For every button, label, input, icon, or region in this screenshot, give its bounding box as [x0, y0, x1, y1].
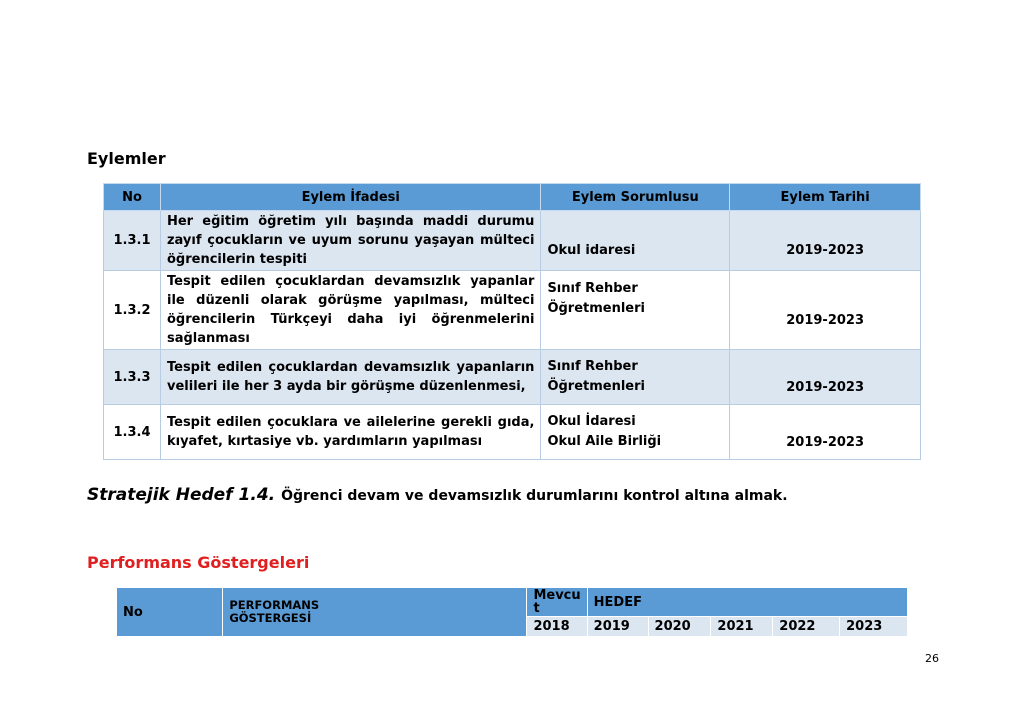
year-cell: 2023: [840, 617, 908, 637]
row-tarih: [730, 211, 921, 271]
row-no: 1.3.2: [104, 271, 161, 350]
perf-header-no: No: [117, 588, 223, 637]
year-cell: 2021: [711, 617, 773, 637]
tarih-value: 2019-2023: [786, 243, 865, 258]
strategic-goal-text: Öğrenci devam ve devamsızlık durumlarını kontrol altına almak.: [281, 488, 788, 504]
table-row: [104, 350, 921, 405]
sorumlu-line: Öğretmenleri: [547, 379, 645, 394]
row-sorumlu: [541, 271, 730, 350]
perf-header-gosterge-line: PERFORMANS: [229, 598, 320, 612]
perf-header-mevcut-line: Mevcu: [533, 588, 581, 603]
performans-header-row: [117, 588, 908, 617]
column-header-no: No: [104, 184, 161, 211]
row-no: 1.3.4: [104, 405, 161, 460]
eylem-table-header-row: [104, 184, 921, 211]
sorumlu-line: Okul idaresi: [547, 242, 636, 258]
column-header-sorumlu: Eylem Sorumlusu: [541, 184, 730, 211]
row-ifade: Tespit edilen çocuklardan devamsızlık yapanların velileri ile her 3 ayda bir görüşme düzenlenmesi,: [160, 350, 540, 405]
performans-heading: Performans Göstergeleri: [87, 553, 310, 572]
eylem-table: [103, 183, 921, 460]
table-row: [104, 211, 921, 271]
row-no: 1.3.1: [104, 211, 161, 271]
row-ifade: Tespit edilen çocuklardan devamsızlık yapanlar ile düzenli olarak görüşme yapılması, mülteci öğrencilerin Türkçeyi daha iyi öğrenmelerini sağlanması: [160, 271, 540, 350]
row-no: 1.3.3: [104, 350, 161, 405]
tarih-value: 2019-2023: [786, 312, 865, 328]
year-cell: 2022: [773, 617, 840, 637]
sorumlu-line: Sınıf Rehber: [547, 359, 638, 374]
row-tarih: [730, 271, 921, 350]
year-cell: 2018: [527, 617, 587, 637]
row-sorumlu: [541, 405, 730, 460]
row-tarih: [730, 350, 921, 405]
row-tarih: [730, 405, 921, 460]
perf-header-mevcut: [527, 588, 587, 617]
eylemler-heading: Eylemler: [87, 149, 166, 168]
perf-header-hedef: HEDEF: [587, 588, 907, 617]
tarih-value: 2019-2023: [786, 379, 865, 395]
row-ifade: Her eğitim öğretim yılı başında maddi durumu zayıf çocukların ve uyum sorunu yaşayan mülteci öğrencilerin tespiti: [160, 211, 540, 271]
page-number: 26: [925, 652, 939, 665]
perf-header-mevcut-line: t: [533, 601, 540, 616]
column-header-ifade: Eylem İfadesi: [160, 184, 540, 211]
row-sorumlu: [541, 211, 730, 271]
perf-header-gosterge-line: GÖSTERGESİ: [229, 611, 312, 625]
table-row: [104, 405, 921, 460]
year-cell: 2019: [587, 617, 648, 637]
performans-table: [116, 587, 908, 637]
strategic-goal-label: Stratejik Hedef 1.4.: [87, 485, 276, 505]
year-cell: 2020: [648, 617, 711, 637]
tarih-value: 2019-2023: [786, 434, 865, 450]
row-sorumlu: [541, 350, 730, 405]
sorumlu-line: Öğretmenleri: [547, 301, 645, 316]
strategic-goal: [87, 485, 788, 505]
sorumlu-line: Sınıf Rehber: [547, 281, 638, 296]
sorumlu-line: Okul Aile Birliği: [547, 434, 662, 449]
column-header-tarih: Eylem Tarihi: [730, 184, 921, 211]
perf-header-gosterge: [223, 588, 527, 637]
table-row: [104, 271, 921, 350]
row-ifade: Tespit edilen çocuklara ve ailelerine gerekli gıda, kıyafet, kırtasiye vb. yardımların yapılması: [160, 405, 540, 460]
sorumlu-line: Okul İdaresi: [547, 414, 636, 429]
